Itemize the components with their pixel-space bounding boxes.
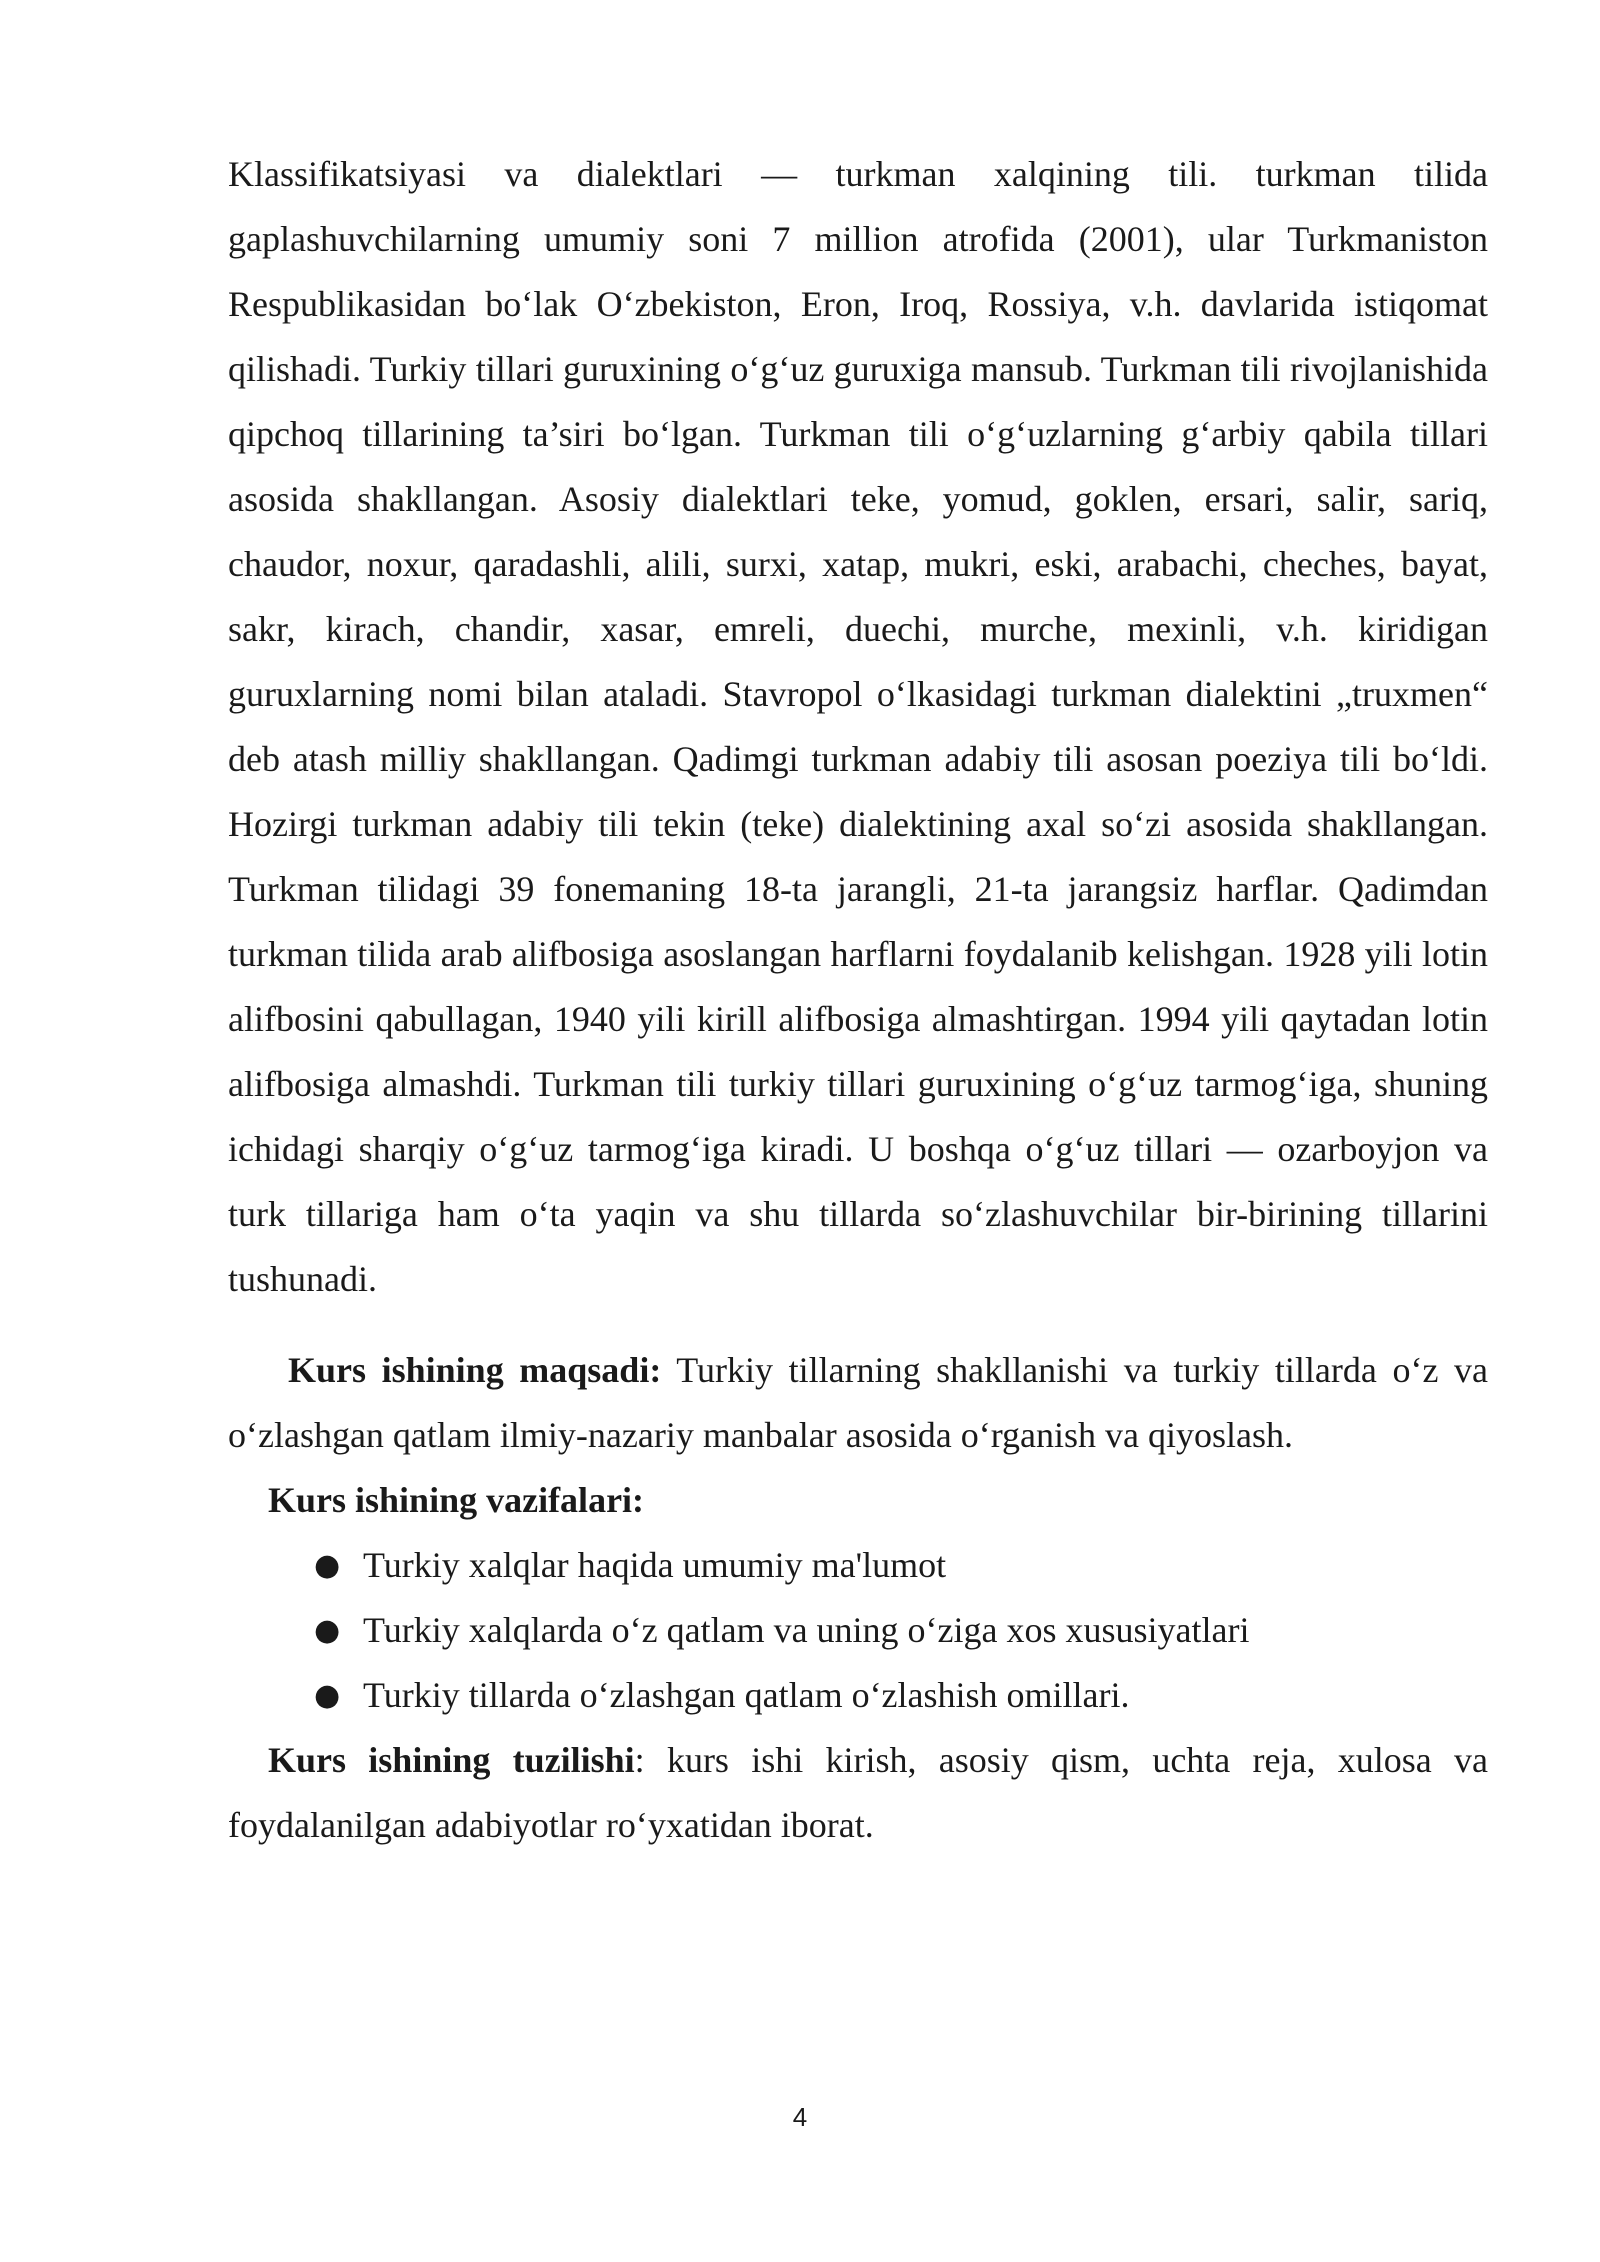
page-body (228, 142, 1488, 1858)
structure-text: : kurs ishi kirish, asosiy qism, uchta reja, xulosa va foydalanilgan adabiyotlar roʻyxatidan iborat. (228, 1740, 1489, 1845)
goal-paragraph (228, 1338, 1488, 1468)
tasks-list (228, 1533, 1488, 1728)
tasks-heading (228, 1468, 1488, 1533)
list-item (228, 1598, 1488, 1663)
intro-paragraph: Klassifikatsiyasi va dialektlari — turkman xalqining tili. turkman tilida gaplashuvchilarning umumiy soni 7 million atrofida (2001), ular Turkmaniston Respublikasidan boʻlak Oʻzbekiston, Eron, Iroq, Rossiya, v.h. davlarida istiqomat qilishadi. Turkiy tillari guruxining oʻgʻuz guruxiga mansub. Turkman tili rivojlanishida qipchoq tillarining ta’siri boʻlgan. Turkman tili oʻgʻuzlarning gʻarbiy qabila tillari asosida shakllangan. Asosiy dialektlari teke, yomud, goklen, ersari, salir, sariq, chaudor, noxur, qaradashli, alili, surxi, xatap, mukri, eski, arabachi, cheches, bayat, sakr, kirach, chandir, xasar, emreli, duechi, murche, mexinli, v.h. kiridigan guruxlarning nomi bilan ataladi. Stavropol oʻlkasidagi turkman dialektini „truxmen“ deb atash milliy shakllangan. Qadimgi turkman adabiy tili asosan poeziya tili boʻldi. Hozirgi turkman adabiy tili tekin (teke) dialektining axal soʻzi asosida shakllangan. Turkman tilidagi 39 fonemaning 18-ta jarangli, 21-ta jarangsiz harflar. Qadimdan turkman tilida arab alifbosiga asoslangan harflarni foydalanib kelishgan. 1928 yili lotin alifbosini qabullagan, 1940 yili kirill alifbosiga almashtirgan. 1994 yili qaytadan lotin alifbosiga almashdi. Turkman tili turkiy tillari guruxining oʻgʻuz tarmogʻiga, shuning ichidagi sharqiy oʻgʻuz tarmogʻiga kiradi. U boshqa oʻgʻuz tillari — ozarboyjon va turk tillariga ham oʻta yaqin va shu tillarda soʻzlashuvchilar bir-birining tillarini tushunadi. (228, 154, 1488, 1299)
list-item (228, 1663, 1488, 1728)
goal-text: Turkiy tillarning shakllanishi va turkiy tillarda oʻz va oʻzlashgan qatlam ilmiy-nazariy manbalar asosida oʻrganish va qiyoslash. (228, 1350, 1488, 1455)
bullet-icon: ● (314, 1678, 341, 1713)
structure-label: Kurs ishining tuzilishi (268, 1740, 635, 1780)
tasks-label: Kurs ishining vazifalari: (268, 1480, 645, 1520)
list-item-text: Turkiy tillarda oʻzlashgan qatlam oʻzlashish omillari. (363, 1675, 1130, 1715)
goal-label: Kurs ishining maqsadi: (288, 1350, 662, 1390)
page-number: 4 (792, 2102, 808, 2132)
structure-paragraph (228, 1728, 1488, 1858)
bullet-icon: ● (314, 1613, 341, 1648)
list-item-text: Turkiy xalqlar haqida umumiy ma'lumot (363, 1545, 947, 1585)
list-item-text: Turkiy xalqlarda oʻz qatlam va uning oʻziga xos xususiyatlari (363, 1610, 1250, 1650)
bullet-icon: ● (314, 1548, 341, 1583)
list-item (228, 1533, 1488, 1598)
